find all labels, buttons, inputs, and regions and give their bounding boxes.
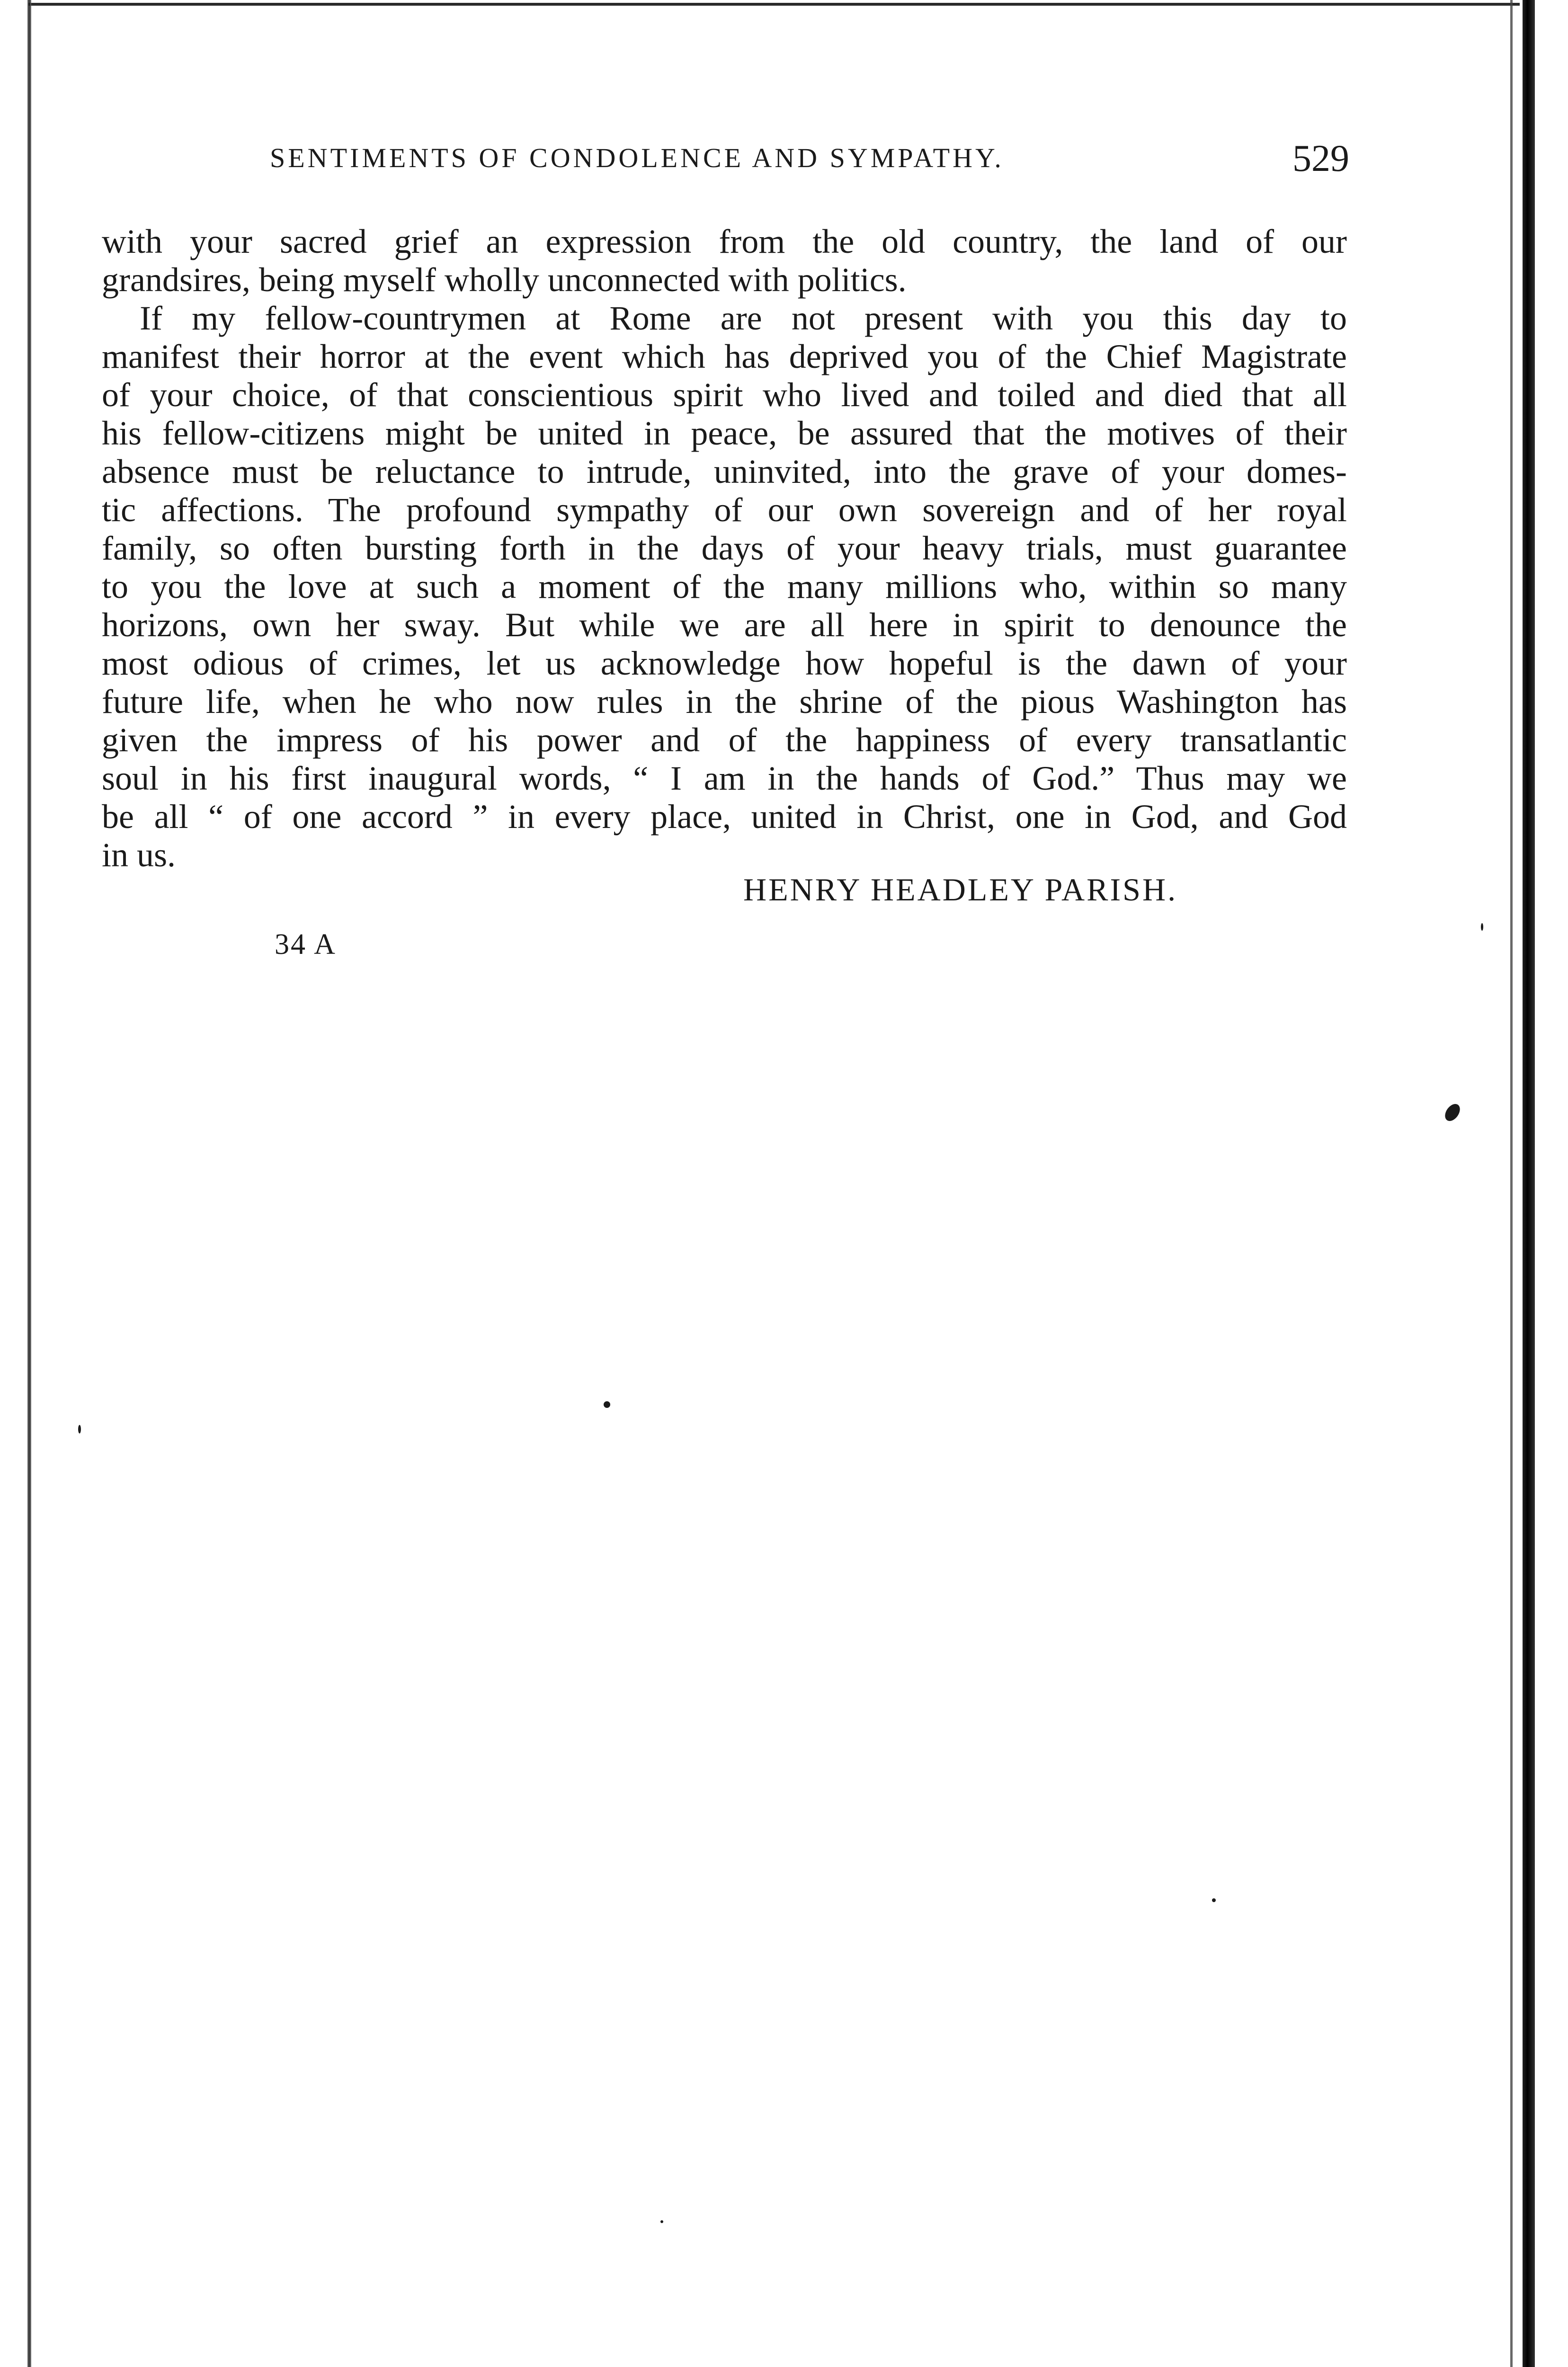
text-line: If my fellow-countrymen at Rome are not present with you this day to — [140, 299, 1347, 337]
text-line: to you the love at such a moment of the many millions who, within so many — [102, 568, 1347, 605]
text-line: of your choice, of that conscientious spirit who lived and toiled and died that all — [102, 376, 1347, 414]
text-line: manifest their horror at the event which has deprived you of the Chief Magistrate — [102, 338, 1347, 375]
ink-speck — [78, 1425, 81, 1433]
body-text — [102, 222, 1347, 874]
page-left-edge — [27, 0, 31, 2367]
text-line: his fellow-citizens might be united in peace, be assured that the motives of their — [102, 414, 1347, 452]
text-line: future life, when he who now rules in the shrine of the pious Washington has — [102, 683, 1347, 721]
text-line: horizons, own her sway. But while we are all here in spirit to denounce the — [102, 606, 1347, 644]
page-right-edge-inner — [1510, 0, 1513, 2367]
text-line: in us. — [102, 836, 176, 874]
running-head — [99, 137, 1349, 180]
ink-speck — [660, 2220, 663, 2223]
text-line: grandsires, being myself wholly unconnected with politics. — [102, 261, 907, 299]
text-line: be all “ of one accord ” in every place, united in Christ, one in God, and God — [102, 798, 1347, 836]
ink-speck — [604, 1401, 610, 1408]
printer-signature-mark: 34 A — [275, 928, 337, 961]
text-line: absence must be reluctance to intrude, uninvited, into the grave of your domes- — [102, 453, 1347, 490]
page-right-edge — [1523, 0, 1535, 2367]
page-top-edge — [28, 3, 1520, 6]
text-line: family, so often bursting forth in the days of your heavy trials, must guarantee — [102, 529, 1347, 567]
ink-speck — [1481, 923, 1483, 931]
page-number: 529 — [1292, 138, 1349, 179]
text-line: soul in his first inaugural words, “ I am in the hands of God.” Thus may we — [102, 759, 1347, 797]
signature-name: HENRY HEADLEY PARISH. — [743, 872, 1178, 908]
text-line: with your sacred grief an expression from the old country, the land of our — [102, 222, 1347, 260]
running-title: SENTIMENTS OF CONDOLENCE AND SYMPATHY. — [270, 142, 1004, 173]
ink-speck — [1442, 1101, 1463, 1124]
text-line: given the impress of his power and of the happiness of every transatlantic — [102, 721, 1347, 759]
text-line: most odious of crimes, let us acknowledge how hopeful is the dawn of your — [102, 644, 1347, 682]
text-line: tic affections. The profound sympathy of our own sovereign and of her royal — [102, 491, 1347, 529]
ink-speck — [1212, 1898, 1216, 1902]
